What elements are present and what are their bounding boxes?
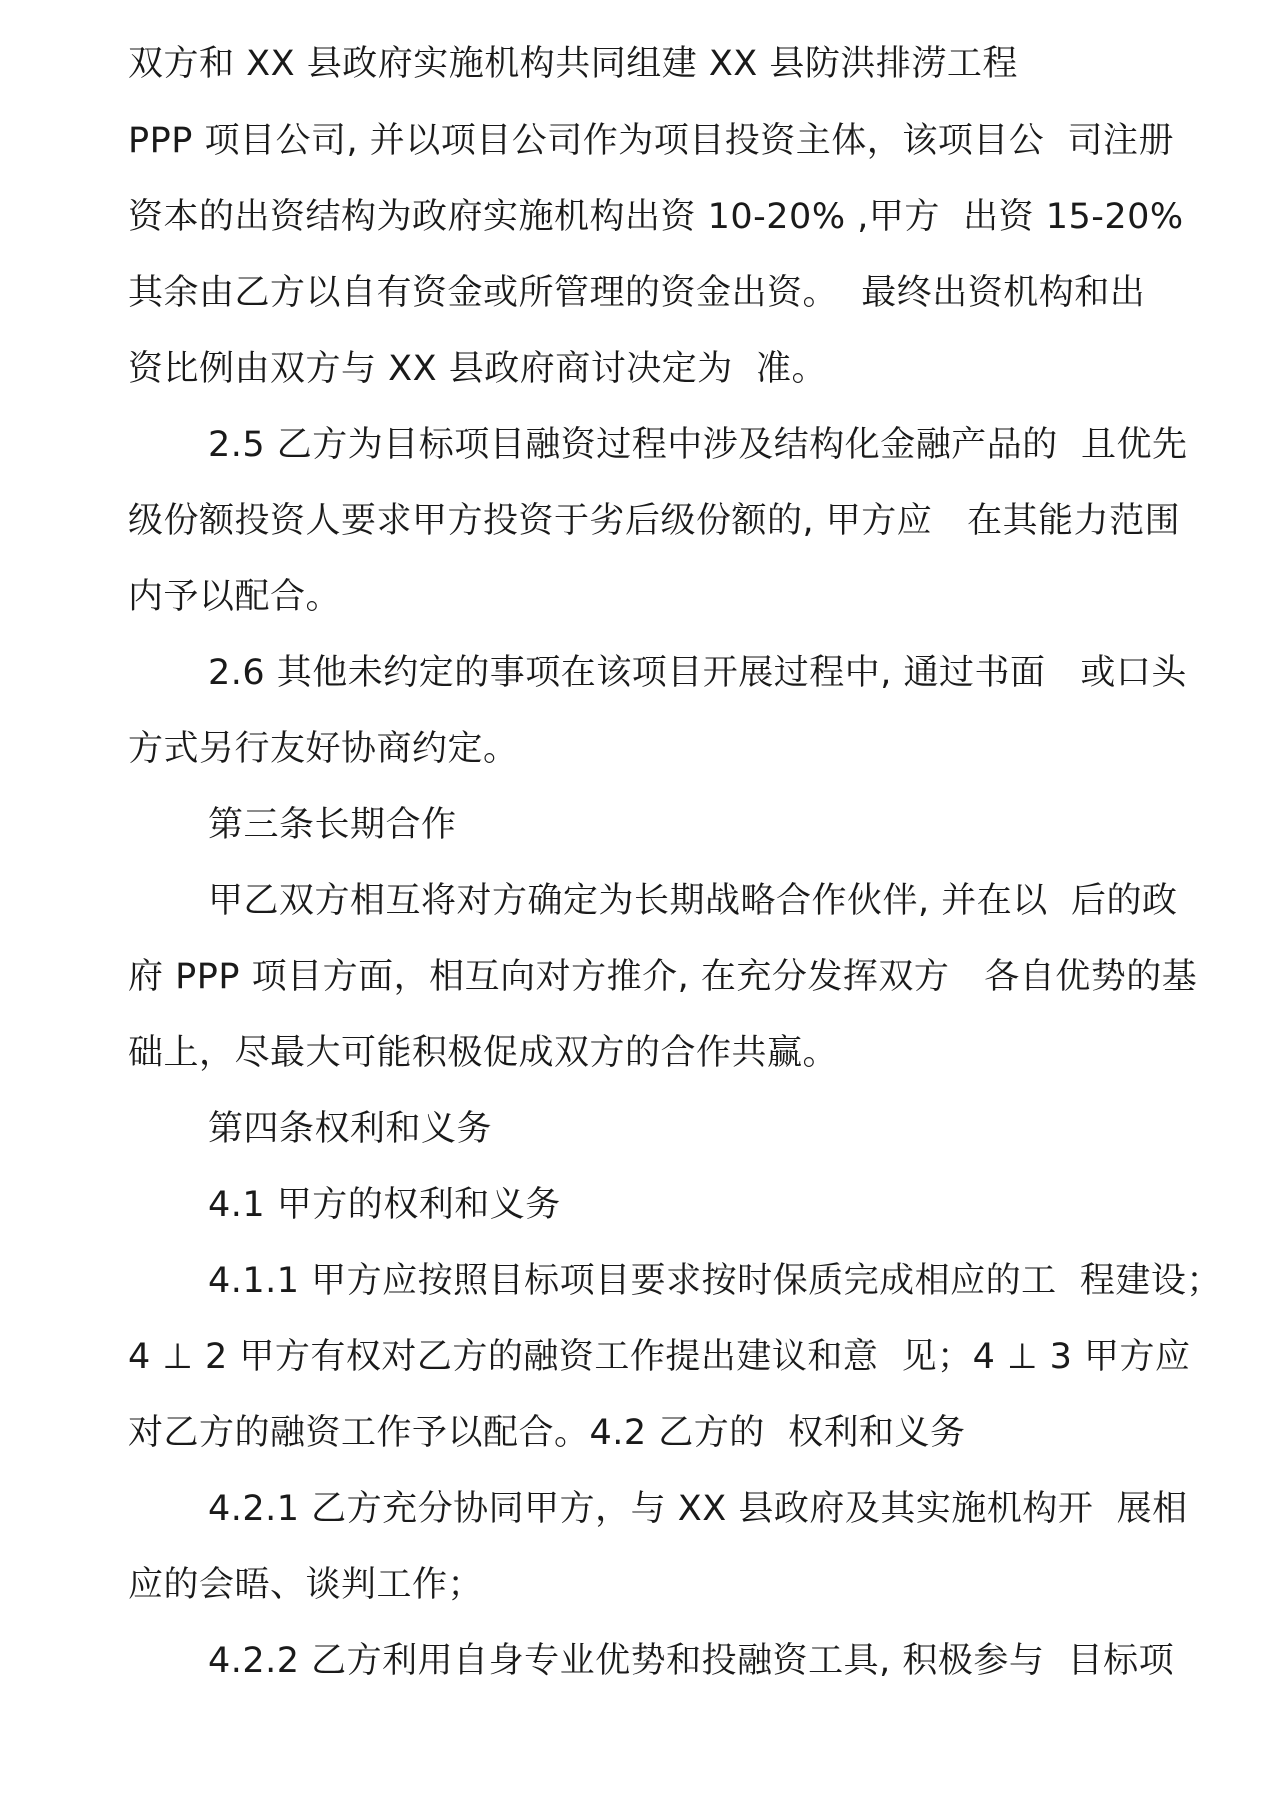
text-line: 方式另行友好协商约定。 <box>128 729 519 769</box>
clause-4-2-1: 4.2.1 乙方充分协同甲方，与 XX 县政府及其实施机构开 展相 <box>208 1489 1188 1529</box>
text-line: 双方和 XX 县政府实施机构共同组建 XX 县防洪排涝工程 <box>128 44 1018 84</box>
clause-4-1: 4.1 甲方的权利和义务 <box>208 1185 561 1225</box>
text-line: PPP 项目公司, 并以项目公司作为项目投资主体，该项目公 司注册 <box>128 121 1174 161</box>
article-4-heading: 第四条权利和义务 <box>208 1109 493 1149</box>
text-line: 应的会晤、谈判工作； <box>128 1565 484 1605</box>
clause-4-1-1: 4.1.1 甲方应按照目标项目要求按时保质完成相应的工 程建设； <box>208 1261 1222 1301</box>
text-line: 资比例由双方与 XX 县政府商讨决定为 准。 <box>128 349 827 389</box>
text-line: 级份额投资人要求甲方投资于劣后级份额的, 甲方应 在其能力范围 <box>128 501 1181 541</box>
text-line: 对乙方的融资工作予以配合。4.2 乙方的 权利和义务 <box>128 1413 966 1453</box>
clause-4-2-2: 4.2.2 乙方利用自身专业优势和投融资工具, 积极参与 目标项 <box>208 1641 1175 1681</box>
article-3-heading: 第三条长期合作 <box>208 805 457 845</box>
text-line: 其余由乙方以自有资金或所管理的资金出资。 最终出资机构和出 <box>128 273 1146 313</box>
text-line: 4 ⊥ 2 甲方有权对乙方的融资工作提出建议和意 见；4 ⊥ 3 甲方应 <box>128 1337 1191 1377</box>
text-line: 内予以配合。 <box>128 577 342 617</box>
clause-2-6: 2.6 其他未约定的事项在该项目开展过程中, 通过书面 或口头 <box>208 653 1187 693</box>
clause-2-5: 2.5 乙方为目标项目融资过程中涉及结构化金融产品的 且优先 <box>208 425 1188 465</box>
text-line: 甲乙双方相互将对方确定为长期战略合作伙伴, 并在以 后的政 <box>208 881 1178 921</box>
text-line: 府 PPP 项目方面，相互向对方推介, 在充分发挥双方 各自优势的基 <box>128 957 1198 997</box>
text-line: 资本的出资结构为政府实施机构出资 10-20% ,甲方 出资 15-20% <box>128 197 1184 237</box>
text-line: 础上，尽最大可能积极促成双方的合作共赢。 <box>128 1033 839 1073</box>
